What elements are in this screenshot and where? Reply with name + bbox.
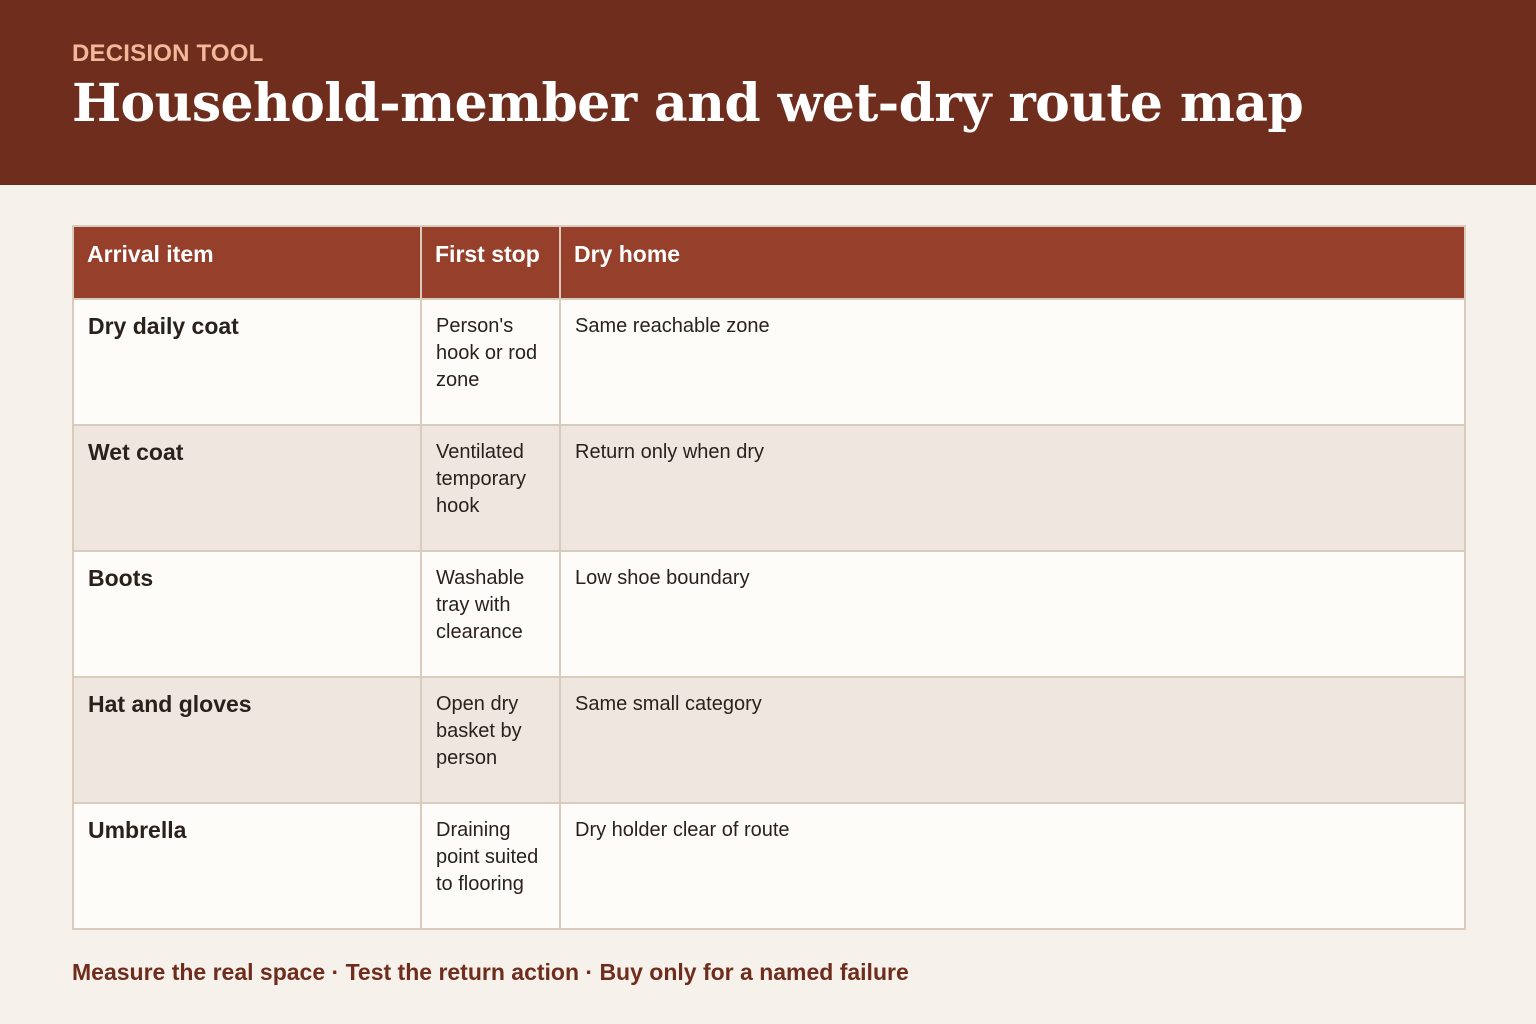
arrival-item-cell: Umbrella <box>73 803 421 929</box>
column-header-arrival-item: Arrival item <box>73 226 421 299</box>
first-stop-cell: Ventilated temporary hook <box>421 425 560 551</box>
dry-home-cell: Same reachable zone <box>560 299 1465 425</box>
table-header-row <box>73 226 1465 299</box>
table-row <box>73 551 1465 677</box>
route-table <box>72 225 1466 930</box>
dry-home-cell: Same small category <box>560 677 1465 803</box>
column-header-first-stop: First stop <box>421 226 560 299</box>
page-title: Household-member and wet-dry route map <box>72 73 1304 134</box>
column-header-dry-home: Dry home <box>560 226 1465 299</box>
first-stop-cell: Person's hook or rod zone <box>421 299 560 425</box>
footer-guidance: Measure the real space · Test the return action · Buy only for a named failure <box>72 959 909 985</box>
table-row <box>73 677 1465 803</box>
table-row <box>73 425 1465 551</box>
arrival-item-cell: Dry daily coat <box>73 299 421 425</box>
page-header <box>0 0 1536 185</box>
header-kicker: DECISION TOOL <box>72 40 264 67</box>
route-table-container <box>72 225 1464 929</box>
first-stop-cell: Draining point suited to flooring <box>421 803 560 929</box>
dry-home-cell: Dry holder clear of route <box>560 803 1465 929</box>
dry-home-cell: Return only when dry <box>560 425 1465 551</box>
arrival-item-cell: Wet coat <box>73 425 421 551</box>
first-stop-cell: Open dry basket by person <box>421 677 560 803</box>
table-row <box>73 299 1465 425</box>
arrival-item-cell: Boots <box>73 551 421 677</box>
dry-home-cell: Low shoe boundary <box>560 551 1465 677</box>
first-stop-cell: Washable tray with clearance <box>421 551 560 677</box>
table-row <box>73 803 1465 929</box>
arrival-item-cell: Hat and gloves <box>73 677 421 803</box>
